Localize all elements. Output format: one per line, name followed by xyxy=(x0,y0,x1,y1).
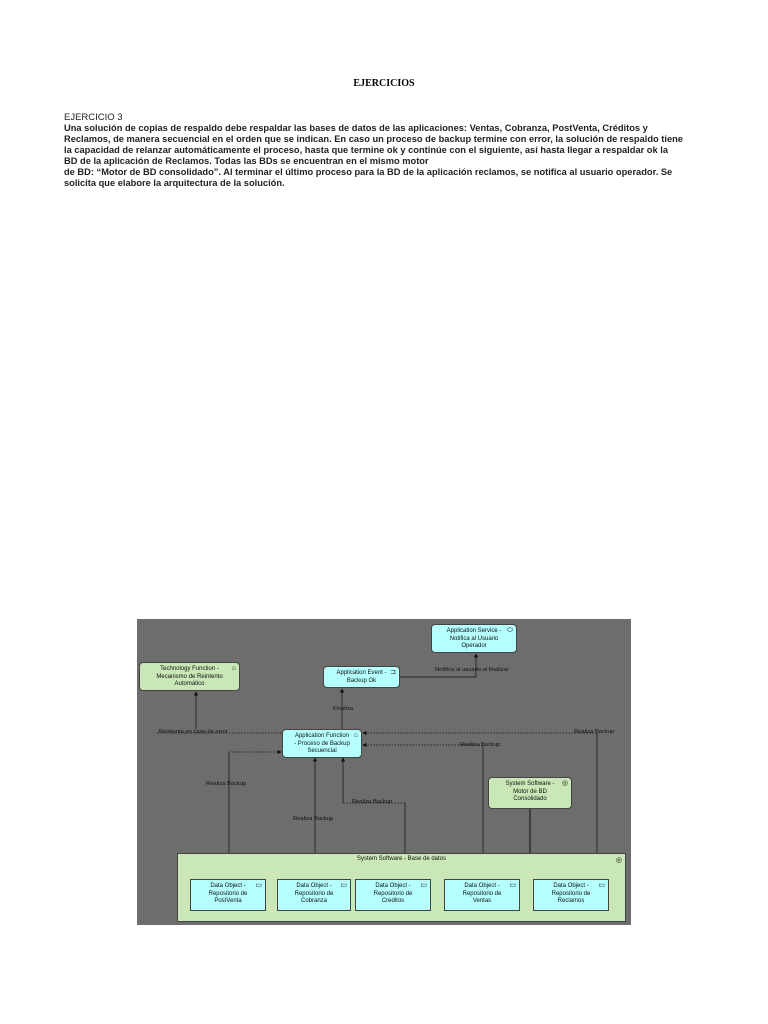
service-icon: ⬭ xyxy=(507,627,513,634)
data-object-icon: ▭ xyxy=(598,882,605,889)
system-software-motor: ◎ System Software - Motor de BD Consolidado xyxy=(488,777,572,809)
architecture-diagram xyxy=(137,619,631,925)
app-function-proceso-backup: ⌂ Application Function - Proceso de Backup Secuencial xyxy=(282,729,362,758)
exercise-line: de BD: “Motor de BD consolidado”. Al terminar el último proceso para la BD de la aplicación reclamos, se notifica al usuario operador. Se xyxy=(64,167,673,177)
data-object-icon: ▭ xyxy=(420,882,427,889)
data-object-creditos: ▭ Data Object - Repositorio de Creditos xyxy=(355,879,431,911)
relation-label-backup-creditos: Realiza Backup xyxy=(352,799,393,805)
relation-label-backup-ventas: Realiza Backup xyxy=(460,742,501,748)
app-service-notifica: ⬭ Application Service - Notifica al Usuario Operador xyxy=(431,624,517,653)
data-object-icon: ▭ xyxy=(255,882,262,889)
system-software-icon: ◎ xyxy=(615,857,622,864)
exercise-line: solicita que elabore la arquitectura de la solución. xyxy=(64,178,285,188)
data-object-postventa: ▭ Data Object - Repositorio de PostVenta xyxy=(190,879,266,911)
relation-label-notifica: Notifica al usuario al finalizar xyxy=(435,667,509,673)
exercise-line: Reclamos, de manera secuencial en el orden que se indican. En caso un proceso de backup termine con error, la solución de respaldo tiene xyxy=(64,134,683,144)
event-icon: ⊐ xyxy=(390,669,396,676)
data-object-icon: ▭ xyxy=(340,882,347,889)
function-icon: ⌂ xyxy=(231,665,236,672)
data-object-icon: ▭ xyxy=(509,882,516,889)
relation-label-finaliza: Finaliza xyxy=(333,706,353,712)
exercise-line: BD de la aplicación de Reclamos. Todas las BDs se encuentran en el mismo motor xyxy=(64,156,429,166)
relation-label-backup-postventa: Realiza Backup xyxy=(206,781,247,787)
relation-label-backup-cobranza: Realiza Backup xyxy=(293,816,334,822)
group-label: System Software - Base de datos xyxy=(356,856,447,862)
exercise-statement xyxy=(64,123,714,189)
exercise-heading: EJERCICIO 3 xyxy=(64,112,123,123)
relation-label-backup-reclamos: Realiza Backup xyxy=(574,729,615,735)
data-object-cobranza: ▭ Data Object - Repositorio de Cobranza xyxy=(277,879,351,911)
function-icon: ⌂ xyxy=(353,732,358,739)
document-title: EJERCICIOS xyxy=(353,78,415,89)
tech-function-reintento: ⌂ Technology Function - Mecanismo de Reintento Automático xyxy=(139,662,240,691)
exercise-line: la capacidad de relanzar automáticamente el proceso, hasta que termine ok y continúe con el siguiente, así hasta llegar a respaldar ok la xyxy=(64,145,668,155)
exercise-line: Una solución de copias de respaldo debe respaldar las bases de datos de las aplicaciones: Ventas, Cobranza, PostVenta, Créditos y xyxy=(64,123,648,133)
data-object-ventas: ▭ Data Object - Repositorio de Ventas xyxy=(444,879,520,911)
data-object-reclamos: ▭ Data Object - Repositorio de Reclamos xyxy=(533,879,609,911)
relation-label-reintenta: Reintenta en caso de error xyxy=(159,729,228,735)
app-event-backup-ok: ⊐ Application Event - Backup Ok xyxy=(323,666,400,688)
system-software-icon: ◎ xyxy=(561,780,568,787)
